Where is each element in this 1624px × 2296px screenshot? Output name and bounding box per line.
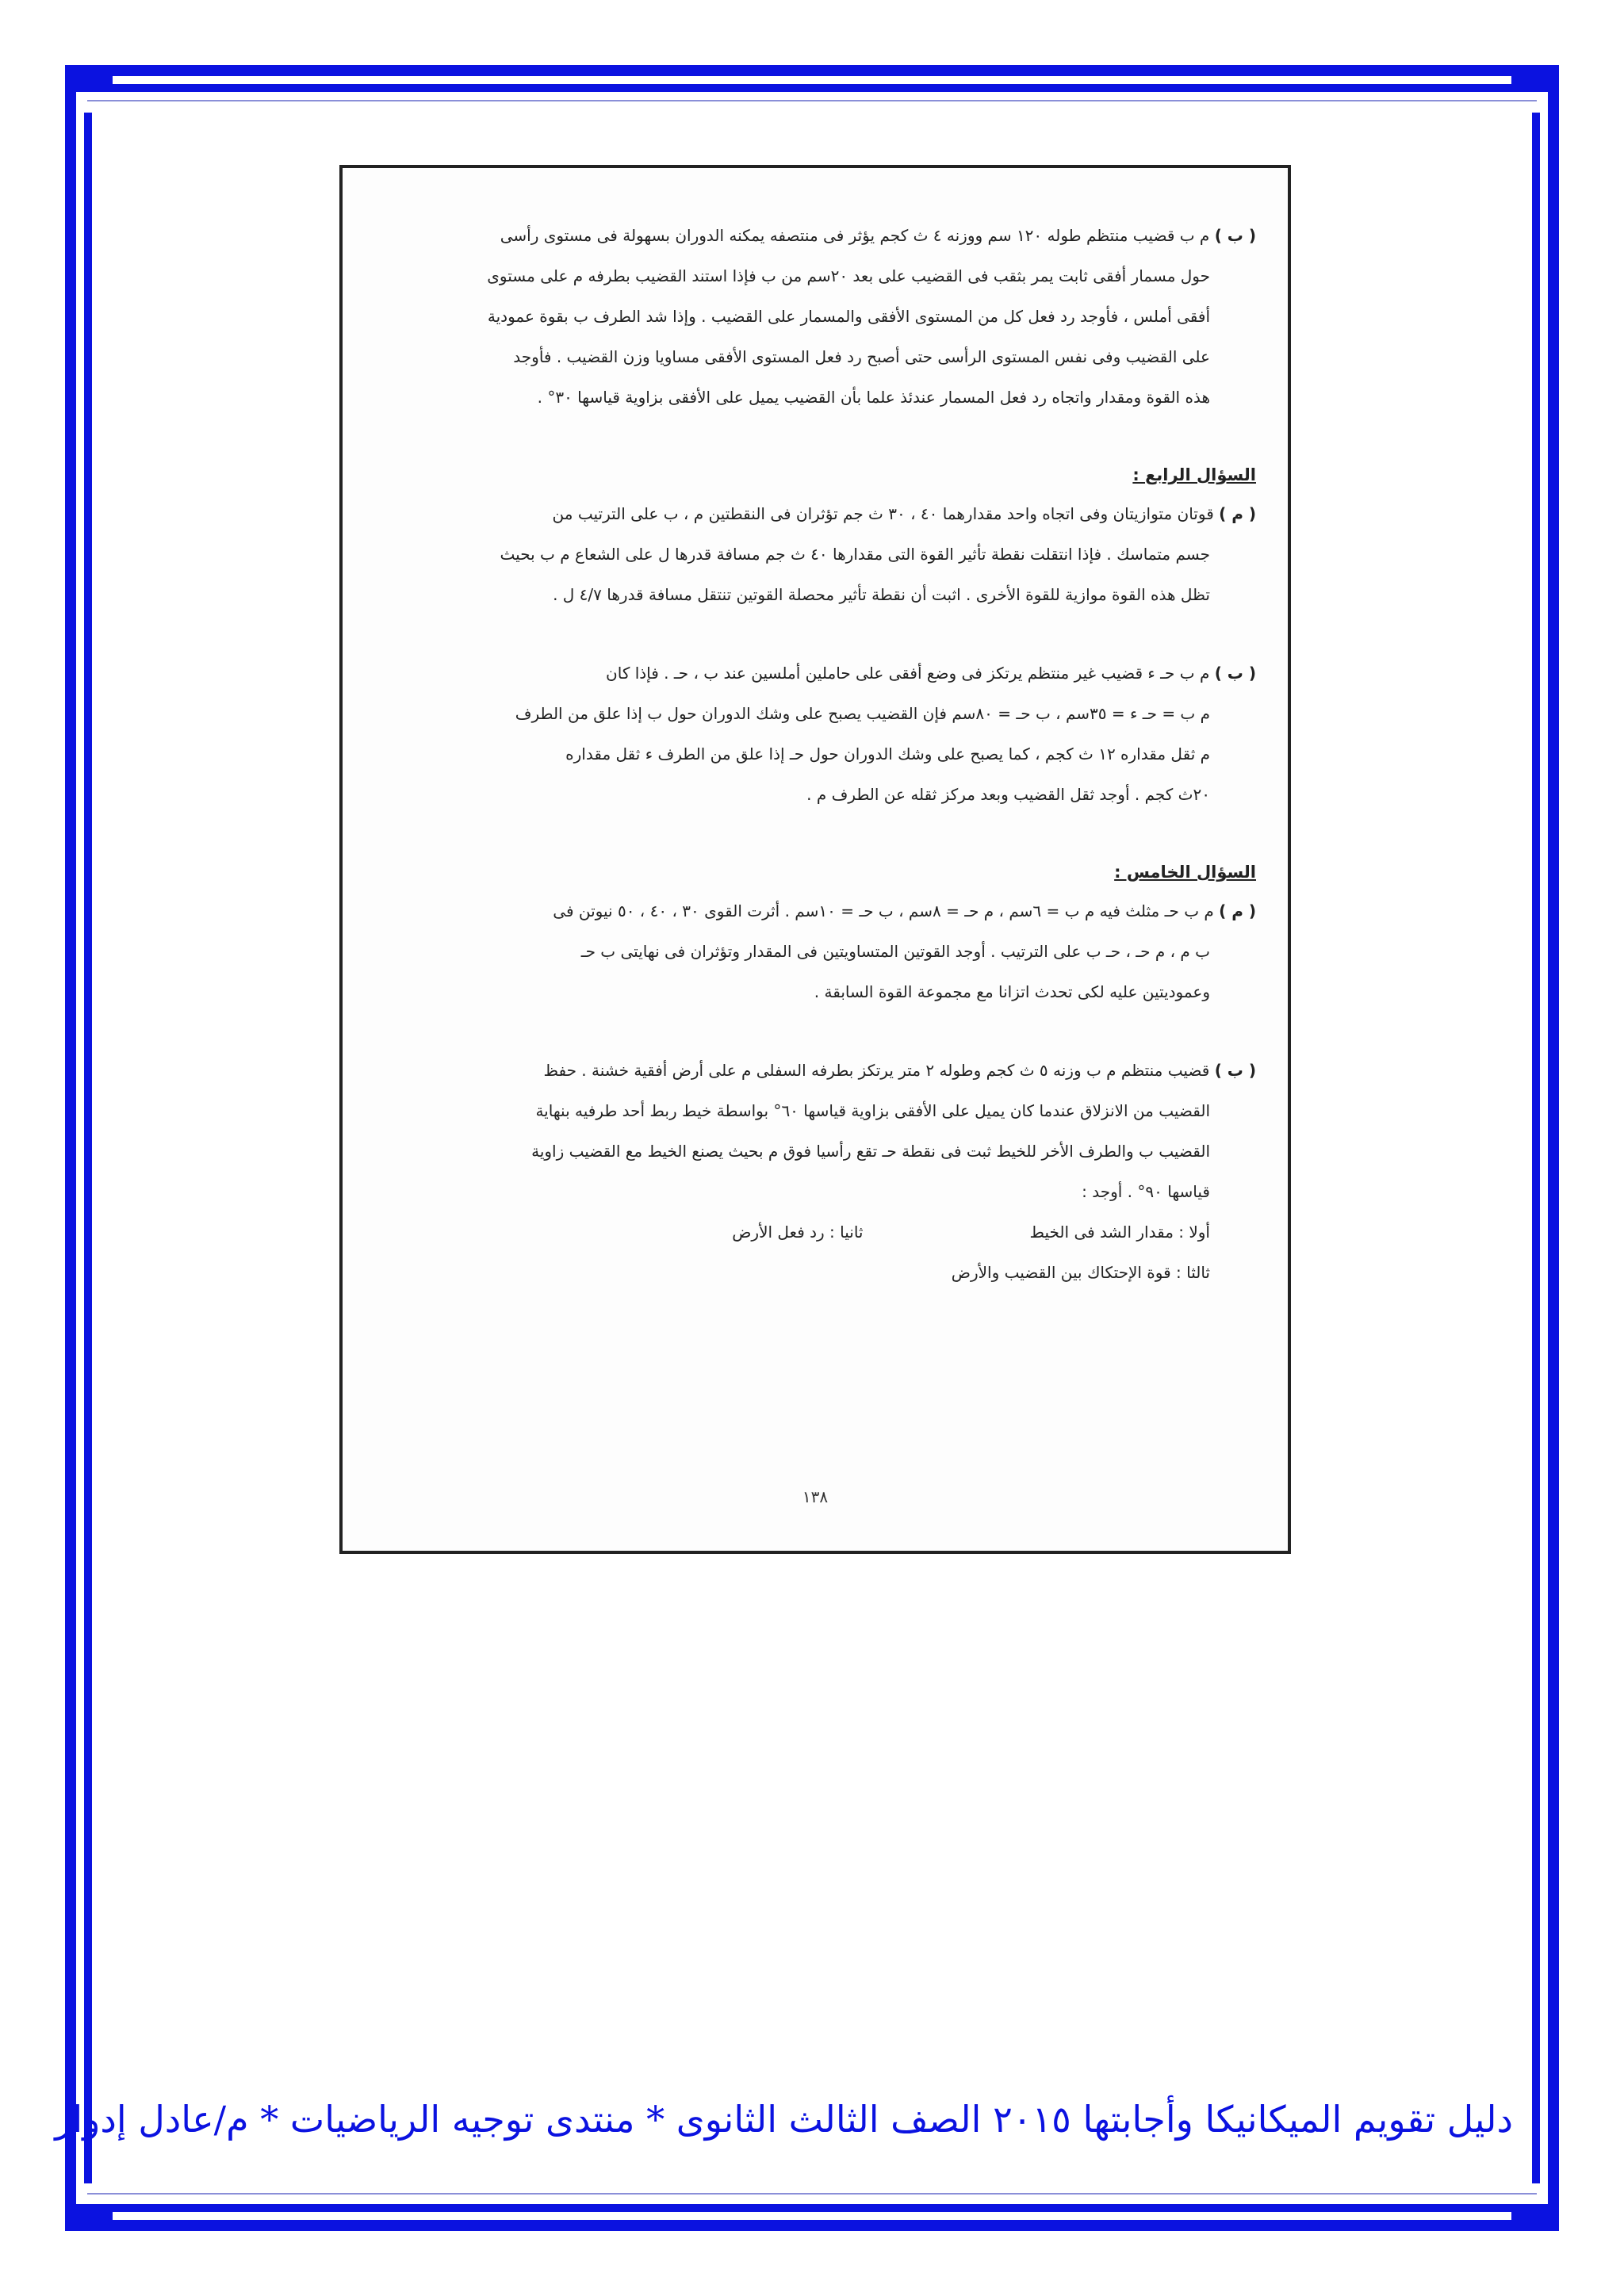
page-number: ١٣٨	[802, 1487, 829, 1506]
q5-heading: السؤال الخامس :	[1114, 863, 1256, 882]
corner-top-left	[65, 65, 113, 92]
q5b-line-1: قضيب منتظم م ب وزنه ٥ ث كجم وطوله ٢ متر يرتكز بطرفه السفلى م على أرض أفقية خشنة . حفظ	[543, 1061, 1210, 1080]
scanned-page	[339, 165, 1291, 1554]
q4a-label: ( م )	[1219, 504, 1256, 523]
q5b-line-2: القضيب من الانزلاق عندما كان يميل على الأفقى بزاوية قياسها ٦٠° بواسطة خيط ربط أحد طرفيه بنهاية	[535, 1101, 1210, 1120]
q5b-item-third: ثالثا : قوة الإحتكاك بين القضيب والأرض	[951, 1263, 1210, 1282]
footer-title: دليل تقويم الميكانيكا وأجابتها ٢٠١٥ الصف الثالث الثانوى * منتدى توجيه الرياضيات * م/عادل إدوار	[55, 2098, 1513, 2141]
border-left-outer	[65, 79, 76, 2217]
q5-part-b	[355, 1050, 1256, 1293]
border-bottom-inner	[113, 2204, 1511, 2212]
corner-bottom-right	[1511, 2204, 1559, 2231]
q5b-item-first: أولا : مقدار الشد فى الخيط	[1029, 1223, 1210, 1242]
q3b-line-1: م ب قضيب منتظم طوله ١٢٠ سم ووزنه ٤ ث كجم يؤثر فى منتصفه يمكنه الدوران بسهولة فى مستوى رأسى	[500, 226, 1210, 245]
q5b-label: ( ب )	[1214, 1061, 1256, 1080]
q4b-label: ( ب )	[1214, 664, 1256, 683]
q3b-line-4: على القضيب وفى نفس المستوى الرأسى حتى أصبح رد فعل المستوى الأفقى مساويا وزن القضيب . فأوجد	[513, 347, 1210, 366]
q4b-line-4: ٢٠ث كجم . أوجد ثقل القضيب وبعد مركز ثقله عن الطرف م .	[806, 785, 1210, 804]
q5b-item-second: ثانيا : رد فعل الأرض	[732, 1223, 864, 1242]
q4a-line-1: قوتان متوازيتان وفى اتجاه واحد مقدارهما ٤٠ ، ٣٠ ث جم تؤثران فى النقطتين م ، ب على الترتيب من	[552, 504, 1214, 523]
q5a-label: ( م )	[1219, 901, 1256, 920]
border-bottom-line	[87, 2193, 1537, 2195]
q5b-items-row	[355, 1212, 1256, 1253]
border-left-inner	[84, 113, 92, 2183]
q4a-line-2: جسم متماسك . فإذا انتقلت نقطة تأثير القوة التى مقدارها ٤٠ ث جم مسافة قدرها ل على الشعاع م ب بحيث	[500, 545, 1210, 564]
page-content	[355, 216, 1256, 1293]
q4-part-b	[355, 653, 1256, 815]
q3b-line-2: حول مسمار أفقى ثابت يمر بثقب فى القضيب على بعد ٢٠سم من ب فإذا استند القضيب بطرفه م على مستوى	[487, 266, 1210, 285]
q3b-line-5: هذه القوة ومقدار واتجاه رد فعل المسمار عندئذ علما بأن القضيب يميل على الأفقى بزاوية قياسها ٣٠° .	[537, 388, 1210, 407]
border-top-inner	[113, 84, 1511, 92]
q4a-line-3: تظل هذه القوة موازية للقوة الأخرى . اثبت أن نقطة تأثير محصلة القوتين تنتقل مسافة قدرها ٤/٧ ل .	[553, 585, 1210, 604]
corner-top-right	[1511, 65, 1559, 92]
q3b-line-3: أفقى أملس ، فأوجد رد فعل كل من المستوى الأفقى والمسمار على القضيب . وإذا شد الطرف ب بقوة عمودية	[487, 307, 1210, 326]
border-right-outer	[1548, 79, 1559, 2217]
q4-part-a	[355, 494, 1256, 615]
q4b-line-1: م ب حـ ء قضيب غير منتظم يرتكز فى وضع أفقى على حاملين أملسين عند ب ، حـ . فإذا كان	[606, 664, 1210, 683]
border-bottom-outer	[79, 2220, 1545, 2231]
q5b-line-4: قياسها ٩٠° . أوجد :	[1082, 1182, 1210, 1201]
q5a-line-2: ب م ، م حـ ، حـ ب على الترتيب . أوجد القوتين المتساويتين فى المقدار وتؤثران فى نهايتى ب حـ	[580, 942, 1210, 961]
q5b-line-3: القضيب ب والطرف الأخر للخيط ثبت فى نقطة حـ تقع رأسيا فوق م بحيث يصنع الخيط مع القضيب زاوية	[531, 1142, 1210, 1161]
corner-bottom-left	[65, 2204, 113, 2231]
q4b-line-3: م ثقل مقداره ١٢ ث كجم ، كما يصبح على وشك الدوران حول حـ إذا علق من الطرف ء ثقل مقداره	[565, 744, 1210, 763]
border-right-inner	[1532, 113, 1540, 2183]
border-top-line	[87, 100, 1537, 101]
q4-heading: السؤال الرابع :	[1132, 465, 1256, 484]
q4b-line-2: م ب = حـ ء = ٣٥سم ، ب حـ = ٨٠سم فإن القضيب يصبح على وشك الدوران حول ب إذا علق من الطرف	[515, 704, 1210, 723]
q3-part-b	[355, 216, 1256, 418]
border-top-outer	[79, 65, 1545, 76]
q5a-line-3: وعموديتين عليه لكى تحدث اتزانا مع مجموعة القوة السابقة .	[814, 982, 1210, 1001]
q3b-label: ( ب )	[1214, 226, 1256, 245]
q5-part-a	[355, 891, 1256, 1012]
q5a-line-1: م ب حـ مثلث فيه م ب = ٦سم ، م حـ = ٨سم ، ب حـ = ١٠سم . أثرت القوى ٣٠ ، ٤٠ ، ٥٠ نيوتن فى	[553, 901, 1214, 920]
